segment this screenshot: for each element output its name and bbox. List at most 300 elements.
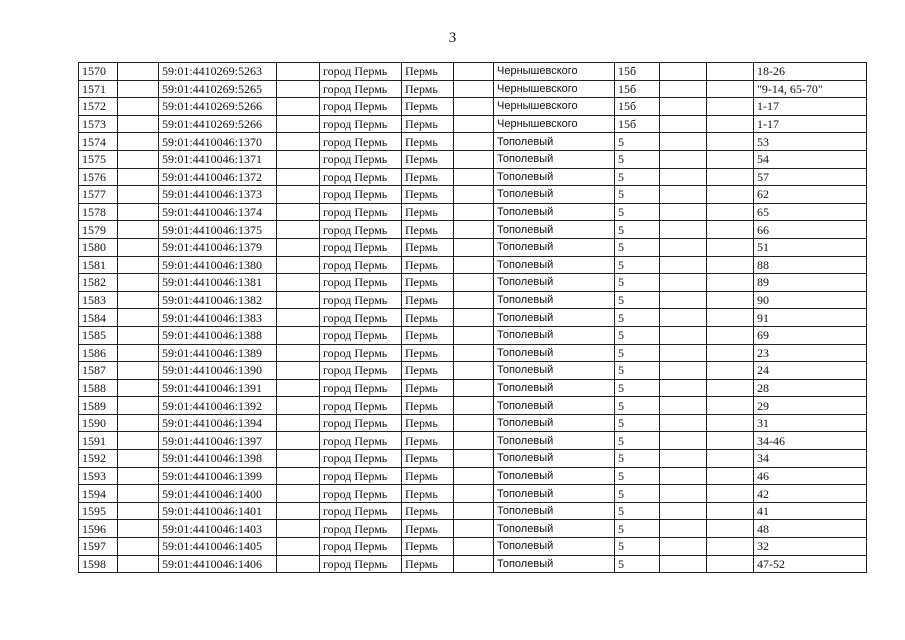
cadastral-number-cell: 59:01:4410046:1383 bbox=[159, 309, 277, 327]
empty-cell bbox=[660, 467, 707, 485]
row-number-cell: 1586 bbox=[79, 344, 118, 362]
empty-cell bbox=[277, 291, 320, 309]
street-cell: Тополевый bbox=[494, 538, 615, 556]
empty-cell bbox=[454, 115, 494, 133]
empty-cell bbox=[277, 238, 320, 256]
apartments-cell: 18-26 bbox=[754, 63, 867, 81]
street-cell: Тополевый bbox=[494, 467, 615, 485]
empty-cell bbox=[660, 186, 707, 204]
apartments-cell: 91 bbox=[754, 309, 867, 327]
table-row bbox=[79, 397, 867, 415]
settlement-cell: город Пермь bbox=[320, 98, 402, 116]
empty-cell bbox=[277, 379, 320, 397]
cadastral-number-cell: 59:01:4410046:1390 bbox=[159, 362, 277, 380]
empty-cell bbox=[660, 238, 707, 256]
settlement-cell: город Пермь bbox=[320, 485, 402, 503]
empty-cell bbox=[118, 520, 159, 538]
apartments-cell: 23 bbox=[754, 344, 867, 362]
city-cell: Пермь bbox=[402, 238, 454, 256]
empty-cell bbox=[277, 98, 320, 116]
house-number-cell: 5 bbox=[615, 485, 660, 503]
empty-cell bbox=[454, 362, 494, 380]
empty-cell bbox=[707, 186, 754, 204]
house-number-cell: 5 bbox=[615, 502, 660, 520]
empty-cell bbox=[277, 520, 320, 538]
empty-cell bbox=[660, 150, 707, 168]
settlement-cell: город Пермь bbox=[320, 309, 402, 327]
empty-cell bbox=[660, 256, 707, 274]
empty-cell bbox=[118, 362, 159, 380]
empty-cell bbox=[454, 397, 494, 415]
empty-cell bbox=[454, 379, 494, 397]
street-cell: Чернышевского bbox=[494, 80, 615, 98]
house-number-cell: 5 bbox=[615, 309, 660, 327]
apartments-cell: 42 bbox=[754, 485, 867, 503]
row-number-cell: 1597 bbox=[79, 538, 118, 556]
row-number-cell: 1570 bbox=[79, 63, 118, 81]
table-row bbox=[79, 362, 867, 380]
empty-cell bbox=[454, 98, 494, 116]
empty-cell bbox=[454, 168, 494, 186]
table-row bbox=[79, 555, 867, 573]
empty-cell bbox=[118, 450, 159, 468]
row-number-cell: 1588 bbox=[79, 379, 118, 397]
table-row bbox=[79, 467, 867, 485]
city-cell: Пермь bbox=[402, 520, 454, 538]
settlement-cell: город Пермь bbox=[320, 203, 402, 221]
empty-cell bbox=[277, 485, 320, 503]
empty-cell bbox=[707, 326, 754, 344]
empty-cell bbox=[707, 98, 754, 116]
empty-cell bbox=[660, 538, 707, 556]
apartments-cell: 88 bbox=[754, 256, 867, 274]
empty-cell bbox=[454, 309, 494, 327]
empty-cell bbox=[277, 221, 320, 239]
settlement-cell: город Пермь bbox=[320, 274, 402, 292]
empty-cell bbox=[660, 414, 707, 432]
row-number-cell: 1596 bbox=[79, 520, 118, 538]
row-number-cell: 1590 bbox=[79, 414, 118, 432]
apartments-cell: "9-14, 65-70" bbox=[754, 80, 867, 98]
city-cell: Пермь bbox=[402, 115, 454, 133]
house-number-cell: 5 bbox=[615, 432, 660, 450]
empty-cell bbox=[454, 221, 494, 239]
empty-cell bbox=[707, 274, 754, 292]
apartments-cell: 66 bbox=[754, 221, 867, 239]
table-row bbox=[79, 98, 867, 116]
apartments-cell: 1-17 bbox=[754, 115, 867, 133]
empty-cell bbox=[660, 432, 707, 450]
empty-cell bbox=[707, 115, 754, 133]
cadastral-number-cell: 59:01:4410269:5263 bbox=[159, 63, 277, 81]
street-cell: Тополевый bbox=[494, 414, 615, 432]
cadastral-number-cell: 59:01:4410269:5266 bbox=[159, 98, 277, 116]
empty-cell bbox=[277, 63, 320, 81]
empty-cell bbox=[118, 326, 159, 344]
cadastral-number-cell: 59:01:4410046:1388 bbox=[159, 326, 277, 344]
empty-cell bbox=[660, 309, 707, 327]
settlement-cell: город Пермь bbox=[320, 80, 402, 98]
empty-cell bbox=[454, 467, 494, 485]
apartments-cell: 65 bbox=[754, 203, 867, 221]
empty-cell bbox=[707, 555, 754, 573]
empty-cell bbox=[660, 98, 707, 116]
settlement-cell: город Пермь bbox=[320, 450, 402, 468]
street-cell: Тополевый bbox=[494, 309, 615, 327]
table-row bbox=[79, 291, 867, 309]
empty-cell bbox=[707, 502, 754, 520]
empty-cell bbox=[118, 379, 159, 397]
empty-cell bbox=[454, 502, 494, 520]
row-number-cell: 1575 bbox=[79, 150, 118, 168]
settlement-cell: город Пермь bbox=[320, 502, 402, 520]
row-number-cell: 1573 bbox=[79, 115, 118, 133]
house-number-cell: 5 bbox=[615, 450, 660, 468]
empty-cell bbox=[707, 63, 754, 81]
settlement-cell: город Пермь bbox=[320, 238, 402, 256]
settlement-cell: город Пермь bbox=[320, 168, 402, 186]
empty-cell bbox=[707, 150, 754, 168]
house-number-cell: 5 bbox=[615, 291, 660, 309]
city-cell: Пермь bbox=[402, 186, 454, 204]
street-cell: Тополевый bbox=[494, 362, 615, 380]
empty-cell bbox=[707, 485, 754, 503]
city-cell: Пермь bbox=[402, 309, 454, 327]
house-number-cell: 15б bbox=[615, 80, 660, 98]
empty-cell bbox=[707, 414, 754, 432]
empty-cell bbox=[707, 291, 754, 309]
street-cell: Тополевый bbox=[494, 344, 615, 362]
city-cell: Пермь bbox=[402, 379, 454, 397]
row-number-cell: 1574 bbox=[79, 133, 118, 151]
cadastral-number-cell: 59:01:4410046:1382 bbox=[159, 291, 277, 309]
house-number-cell: 5 bbox=[615, 203, 660, 221]
apartments-cell: 24 bbox=[754, 362, 867, 380]
apartments-cell: 1-17 bbox=[754, 98, 867, 116]
empty-cell bbox=[277, 133, 320, 151]
empty-cell bbox=[454, 538, 494, 556]
empty-cell bbox=[660, 291, 707, 309]
apartments-cell: 90 bbox=[754, 291, 867, 309]
empty-cell bbox=[660, 168, 707, 186]
house-number-cell: 5 bbox=[615, 274, 660, 292]
apartments-cell: 51 bbox=[754, 238, 867, 256]
table-row bbox=[79, 326, 867, 344]
city-cell: Пермь bbox=[402, 538, 454, 556]
apartments-cell: 34-46 bbox=[754, 432, 867, 450]
street-cell: Тополевый bbox=[494, 450, 615, 468]
cadastral-number-cell: 59:01:4410046:1391 bbox=[159, 379, 277, 397]
table-row bbox=[79, 115, 867, 133]
empty-cell bbox=[118, 555, 159, 573]
empty-cell bbox=[660, 450, 707, 468]
row-number-cell: 1584 bbox=[79, 309, 118, 327]
settlement-cell: город Пермь bbox=[320, 150, 402, 168]
empty-cell bbox=[707, 80, 754, 98]
empty-cell bbox=[454, 238, 494, 256]
settlement-cell: город Пермь bbox=[320, 432, 402, 450]
table-row bbox=[79, 63, 867, 81]
house-number-cell: 5 bbox=[615, 414, 660, 432]
empty-cell bbox=[118, 98, 159, 116]
apartments-cell: 41 bbox=[754, 502, 867, 520]
empty-cell bbox=[707, 309, 754, 327]
street-cell: Тополевый bbox=[494, 274, 615, 292]
street-cell: Тополевый bbox=[494, 256, 615, 274]
table-row bbox=[79, 502, 867, 520]
empty-cell bbox=[118, 115, 159, 133]
empty-cell bbox=[277, 467, 320, 485]
house-number-cell: 15б bbox=[615, 115, 660, 133]
street-cell: Тополевый bbox=[494, 397, 615, 415]
empty-cell bbox=[118, 344, 159, 362]
empty-cell bbox=[454, 133, 494, 151]
empty-cell bbox=[454, 291, 494, 309]
apartments-cell: 57 bbox=[754, 168, 867, 186]
street-cell: Тополевый bbox=[494, 221, 615, 239]
house-number-cell: 15б bbox=[615, 98, 660, 116]
empty-cell bbox=[707, 362, 754, 380]
settlement-cell: город Пермь bbox=[320, 379, 402, 397]
empty-cell bbox=[454, 274, 494, 292]
cadastral-number-cell: 59:01:4410046:1392 bbox=[159, 397, 277, 415]
empty-cell bbox=[277, 309, 320, 327]
empty-cell bbox=[660, 520, 707, 538]
empty-cell bbox=[660, 63, 707, 81]
city-cell: Пермь bbox=[402, 133, 454, 151]
apartments-cell: 69 bbox=[754, 326, 867, 344]
empty-cell bbox=[707, 256, 754, 274]
apartments-cell: 54 bbox=[754, 150, 867, 168]
settlement-cell: город Пермь bbox=[320, 221, 402, 239]
apartments-cell: 62 bbox=[754, 186, 867, 204]
city-cell: Пермь bbox=[402, 291, 454, 309]
cadastral-number-cell: 59:01:4410046:1398 bbox=[159, 450, 277, 468]
table-row bbox=[79, 133, 867, 151]
empty-cell bbox=[707, 133, 754, 151]
table-row bbox=[79, 168, 867, 186]
city-cell: Пермь bbox=[402, 203, 454, 221]
empty-cell bbox=[277, 274, 320, 292]
settlement-cell: город Пермь bbox=[320, 362, 402, 380]
empty-cell bbox=[118, 432, 159, 450]
apartments-cell: 46 bbox=[754, 467, 867, 485]
house-number-cell: 5 bbox=[615, 256, 660, 274]
street-cell: Тополевый bbox=[494, 326, 615, 344]
house-number-cell: 5 bbox=[615, 362, 660, 380]
row-number-cell: 1593 bbox=[79, 467, 118, 485]
empty-cell bbox=[118, 168, 159, 186]
table-row bbox=[79, 203, 867, 221]
city-cell: Пермь bbox=[402, 450, 454, 468]
table-row bbox=[79, 414, 867, 432]
city-cell: Пермь bbox=[402, 362, 454, 380]
cadastral-number-cell: 59:01:4410046:1397 bbox=[159, 432, 277, 450]
empty-cell bbox=[277, 150, 320, 168]
city-cell: Пермь bbox=[402, 485, 454, 503]
empty-cell bbox=[707, 520, 754, 538]
row-number-cell: 1571 bbox=[79, 80, 118, 98]
street-cell: Тополевый bbox=[494, 555, 615, 573]
cadastral-number-cell: 59:01:4410046:1375 bbox=[159, 221, 277, 239]
empty-cell bbox=[707, 467, 754, 485]
empty-cell bbox=[707, 168, 754, 186]
empty-cell bbox=[660, 326, 707, 344]
cadastral-number-cell: 59:01:4410046:1389 bbox=[159, 344, 277, 362]
table-row bbox=[79, 379, 867, 397]
settlement-cell: город Пермь bbox=[320, 63, 402, 81]
apartments-cell: 32 bbox=[754, 538, 867, 556]
cadastral-number-cell: 59:01:4410046:1406 bbox=[159, 555, 277, 573]
empty-cell bbox=[707, 432, 754, 450]
street-cell: Тополевый bbox=[494, 432, 615, 450]
row-number-cell: 1587 bbox=[79, 362, 118, 380]
table-row bbox=[79, 150, 867, 168]
city-cell: Пермь bbox=[402, 326, 454, 344]
settlement-cell: город Пермь bbox=[320, 344, 402, 362]
empty-cell bbox=[118, 80, 159, 98]
table-row bbox=[79, 432, 867, 450]
empty-cell bbox=[707, 203, 754, 221]
apartments-cell: 31 bbox=[754, 414, 867, 432]
empty-cell bbox=[118, 538, 159, 556]
empty-cell bbox=[277, 555, 320, 573]
empty-cell bbox=[118, 291, 159, 309]
city-cell: Пермь bbox=[402, 150, 454, 168]
cadastral-number-cell: 59:01:4410269:5266 bbox=[159, 115, 277, 133]
house-number-cell: 5 bbox=[615, 344, 660, 362]
settlement-cell: город Пермь bbox=[320, 326, 402, 344]
table-row bbox=[79, 309, 867, 327]
cadastral-number-cell: 59:01:4410046:1371 bbox=[159, 150, 277, 168]
settlement-cell: город Пермь bbox=[320, 133, 402, 151]
empty-cell bbox=[707, 221, 754, 239]
city-cell: Пермь bbox=[402, 63, 454, 81]
empty-cell bbox=[277, 450, 320, 468]
house-number-cell: 5 bbox=[615, 538, 660, 556]
empty-cell bbox=[454, 256, 494, 274]
table-row bbox=[79, 221, 867, 239]
house-number-cell: 15б bbox=[615, 63, 660, 81]
empty-cell bbox=[707, 450, 754, 468]
table-row bbox=[79, 80, 867, 98]
row-number-cell: 1591 bbox=[79, 432, 118, 450]
empty-cell bbox=[277, 344, 320, 362]
row-number-cell: 1576 bbox=[79, 168, 118, 186]
row-number-cell: 1585 bbox=[79, 326, 118, 344]
empty-cell bbox=[660, 80, 707, 98]
row-number-cell: 1592 bbox=[79, 450, 118, 468]
empty-cell bbox=[454, 203, 494, 221]
city-cell: Пермь bbox=[402, 414, 454, 432]
cadastral-number-cell: 59:01:4410046:1403 bbox=[159, 520, 277, 538]
empty-cell bbox=[660, 274, 707, 292]
cadastral-number-cell: 59:01:4410046:1401 bbox=[159, 502, 277, 520]
empty-cell bbox=[118, 133, 159, 151]
settlement-cell: город Пермь bbox=[320, 397, 402, 415]
cadastral-number-cell: 59:01:4410046:1400 bbox=[159, 485, 277, 503]
empty-cell bbox=[277, 502, 320, 520]
house-number-cell: 5 bbox=[615, 168, 660, 186]
empty-cell bbox=[454, 326, 494, 344]
registry-table-body bbox=[79, 63, 867, 573]
row-number-cell: 1577 bbox=[79, 186, 118, 204]
empty-cell bbox=[454, 150, 494, 168]
empty-cell bbox=[454, 80, 494, 98]
city-cell: Пермь bbox=[402, 221, 454, 239]
empty-cell bbox=[277, 168, 320, 186]
house-number-cell: 5 bbox=[615, 379, 660, 397]
apartments-cell: 34 bbox=[754, 450, 867, 468]
cadastral-number-cell: 59:01:4410046:1394 bbox=[159, 414, 277, 432]
cadastral-number-cell: 59:01:4410046:1399 bbox=[159, 467, 277, 485]
empty-cell bbox=[660, 555, 707, 573]
cadastral-number-cell: 59:01:4410269:5265 bbox=[159, 80, 277, 98]
table-row bbox=[79, 344, 867, 362]
empty-cell bbox=[277, 203, 320, 221]
page-number: 3 bbox=[448, 30, 457, 46]
settlement-cell: город Пермь bbox=[320, 186, 402, 204]
empty-cell bbox=[118, 467, 159, 485]
table-row bbox=[79, 450, 867, 468]
row-number-cell: 1582 bbox=[79, 274, 118, 292]
empty-cell bbox=[454, 344, 494, 362]
empty-cell bbox=[277, 414, 320, 432]
house-number-cell: 5 bbox=[615, 221, 660, 239]
street-cell: Тополевый bbox=[494, 485, 615, 503]
empty-cell bbox=[454, 555, 494, 573]
empty-cell bbox=[660, 221, 707, 239]
empty-cell bbox=[707, 397, 754, 415]
cadastral-number-cell: 59:01:4410046:1380 bbox=[159, 256, 277, 274]
row-number-cell: 1583 bbox=[79, 291, 118, 309]
cadastral-number-cell: 59:01:4410046:1379 bbox=[159, 238, 277, 256]
cadastral-number-cell: 59:01:4410046:1372 bbox=[159, 168, 277, 186]
empty-cell bbox=[707, 238, 754, 256]
empty-cell bbox=[118, 221, 159, 239]
empty-cell bbox=[118, 485, 159, 503]
empty-cell bbox=[454, 485, 494, 503]
row-number-cell: 1579 bbox=[79, 221, 118, 239]
table-row bbox=[79, 238, 867, 256]
city-cell: Пермь bbox=[402, 98, 454, 116]
empty-cell bbox=[660, 203, 707, 221]
empty-cell bbox=[454, 414, 494, 432]
house-number-cell: 5 bbox=[615, 467, 660, 485]
settlement-cell: город Пермь bbox=[320, 256, 402, 274]
apartments-cell: 29 bbox=[754, 397, 867, 415]
empty-cell bbox=[277, 432, 320, 450]
street-cell: Тополевый bbox=[494, 133, 615, 151]
empty-cell bbox=[277, 80, 320, 98]
house-number-cell: 5 bbox=[615, 397, 660, 415]
street-cell: Тополевый bbox=[494, 168, 615, 186]
settlement-cell: город Пермь bbox=[320, 291, 402, 309]
street-cell: Чернышевского bbox=[494, 115, 615, 133]
row-number-cell: 1595 bbox=[79, 502, 118, 520]
settlement-cell: город Пермь bbox=[320, 555, 402, 573]
empty-cell bbox=[277, 538, 320, 556]
empty-cell bbox=[118, 397, 159, 415]
empty-cell bbox=[660, 485, 707, 503]
empty-cell bbox=[660, 362, 707, 380]
registry-table bbox=[78, 62, 867, 573]
city-cell: Пермь bbox=[402, 467, 454, 485]
settlement-cell: город Пермь bbox=[320, 115, 402, 133]
empty-cell bbox=[118, 274, 159, 292]
city-cell: Пермь bbox=[402, 397, 454, 415]
house-number-cell: 5 bbox=[615, 520, 660, 538]
